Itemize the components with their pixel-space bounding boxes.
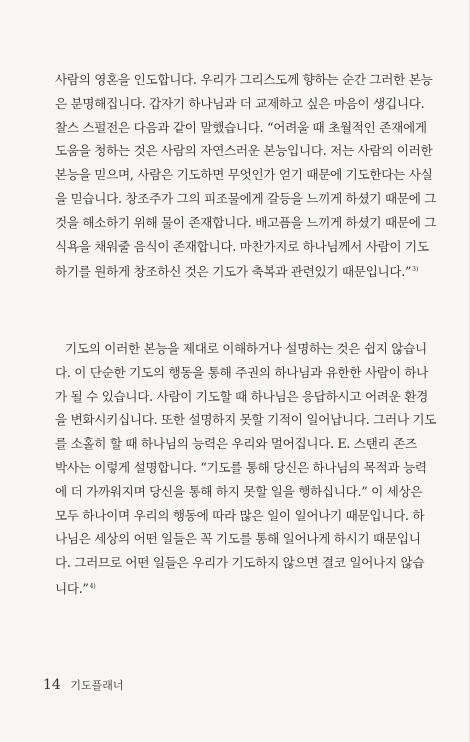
footnote-marker: 4) [89, 582, 96, 590]
page-number: 14 [43, 677, 61, 693]
text-line: 다. 이 단순한 기도의 행동을 통해 주권의 하나님과 유한한 사람이 하나 [55, 364, 428, 380]
text-line: 기도의 이러한 본능을 제대로 이해하거나 설명하는 것은 쉽지 않습니 [65, 341, 427, 356]
text-line-with-footnote [55, 258, 440, 282]
text-line: 가 될 수 있습니다. 사람이 기도할 때 하나님은 응답하시고 어려운 환경 [55, 388, 428, 404]
text-line: 박사는 이렇게 설명합니다. “기도를 통해 당신은 하나님의 목적과 능력 [55, 459, 427, 475]
text-line: 식욕을 채워줄 음식이 존재합니다. 마찬가지로 하나님께서 사람이 기도 [55, 238, 429, 254]
text-line: 본능을 믿으며, 사람은 기도하면 무엇인가 얻기 때문에 기도한다는 사실 [55, 167, 433, 183]
text-line: 것을 해소하기 위해 물이 존재합니다. 배고픔을 느끼게 하셨기 때문에 그 [55, 214, 437, 230]
text-line-with-footnote [55, 575, 440, 599]
text-line: 사람의 영혼을 인도합니다. 우리가 그리스도께 향하는 순간 그러한 본능 [55, 72, 433, 87]
text-line: 에 더 가까워지며 당신을 통해 하지 못할 일을 행하십니다.” 이 세상은 [55, 483, 423, 499]
text-line: 다. 그러므로 어떤 일들은 우리가 기도하지 않으면 결코 일어나지 않습 [55, 555, 425, 571]
footnote-marker: 3) [412, 266, 419, 274]
body-paragraph-1 [55, 68, 440, 282]
text-line: 니다.” [55, 581, 89, 597]
text-line: 나님은 세상의 어떤 일들은 꼭 기도를 통해 일어나게 하시기 때문입니 [55, 531, 421, 547]
text-line: 을 변화시키십니다. 또한 설명하지 못할 기적이 일어납니다. 그러나 기도 [55, 412, 437, 428]
text-line: 은 분명해집니다. 갑자기 하나님과 더 교제하고 싶은 마음이 생깁니다. [55, 95, 425, 111]
page-footer [43, 677, 123, 693]
body-paragraph-2 [55, 337, 440, 599]
text-line: 도움을 청하는 것은 사람의 자연스러운 본능입니다. 저는 사람의 이러한 [55, 143, 433, 159]
text-line: 를 소홀히 할 때 하나님의 능력은 우리와 멀어집니다. E. 스탠리 존즈 [55, 436, 417, 452]
text-line: 을 믿습니다. 창조주가 그의 피조물에게 갈등을 느끼게 하셨기 때문에 그 [55, 190, 437, 206]
text-line: 모두 하나이며 우리의 행동에 따라 많은 일이 일어나기 때문입니다. 하 [55, 507, 425, 523]
running-title: 기도플래너 [70, 679, 124, 692]
text-line: 찰스 스펄전은 다음과 같이 말했습니다. “어려울 때 초월적인 존재에게 [55, 119, 427, 135]
text-line: 하기를 원하게 창조하신 것은 기도가 축복과 관련있기 때문입니다.” [55, 264, 412, 280]
